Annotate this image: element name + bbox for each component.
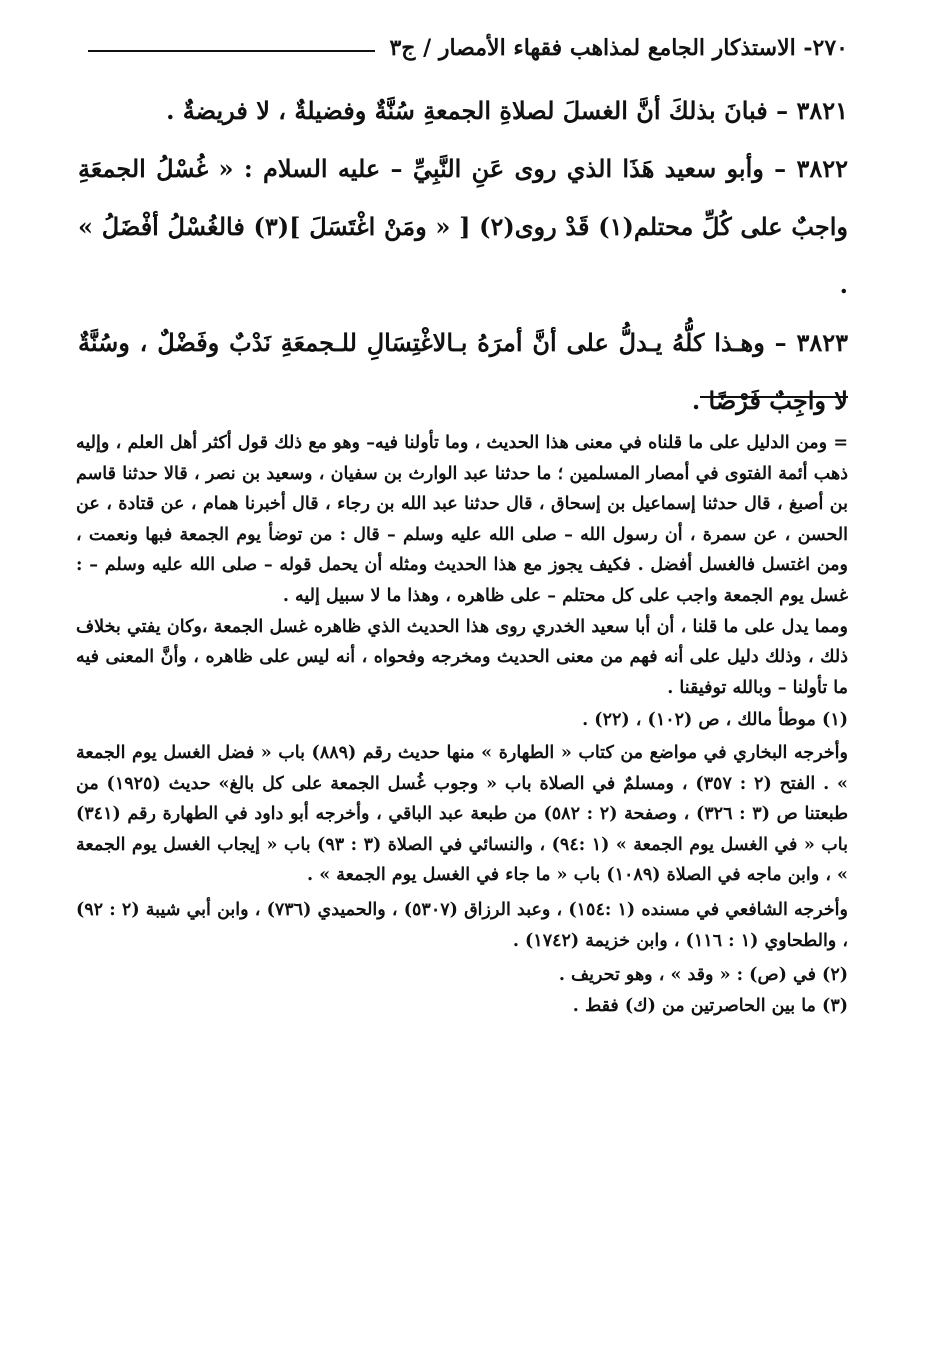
footnote-continuation: = ومن الدليل على ما قلناه في معنى هذا الحديث ، وما تأولنا فيه– وهو مع ذلك قول أكثر أهل العلم ، وإليه ذهب أئمة الفتوى في أمصار المسلمين ؛ ما حدثنا عبد الوارث بن سفيان ، وسعيد بن نصر ، قالا حدثنا قاسم بن أصبغ ، قال حدثنا إسماعيل بن إسحاق ، قال حدثنا عبد الله بن رجاء ، قال أخبرنا همام ، عن قتادة ، عن الحسن ، عن سمرة ، أن رسول الله – صلى الله عليه وسلم – قال : من توضأ يوم الجمعة فبها ونعمت ، ومن اغتسل فالغسل أفضل . فكيف يجوز مع هذا الحديث ومثله أن يحمل قوله – صلى الله عليه وسلم – : غسل يوم الجمعة واجب على كل محتلم – على ظاهره ، وهذا ما لا سبيل إليه . [76,433,848,606]
paragraph-3821: ٣٨٢١ – فبانَ بذلكَ أنَّ الغسلَ لصلاةِ الجمعةِ سُنَّةٌ وفضيلةٌ ، لا فريضةٌ . [166,96,848,125]
paragraph-3822: ٣٨٢٢ – وأبو سعيد هَذَا الذي روى عَنِ النَّبِيِّ – عليه السلام : « غُسْلُ الجمعَةِ واجبٌ على كُلِّ محتلم(١) قَدْ روى(٢) [ « ومَنْ اغْتَسَلَ ](٣) فالغُسْلُ أفْضَلُ » . [78,154,848,299]
paragraph-3823: ٣٨٢٣ – وهـذا كلُّهُ يـدلُّ على أنَّ أمرَهُ بـالاغْتِسَالِ للـجمعَةِ نَدْبٌ وفَضْلٌ ، وسُنَّةٌ لا واجِبٌ فَرْضًا . [78,328,848,415]
footnote-2: (٢) في (ص) : « وقد » ، وهو تحريف . [558,965,848,986]
main-text [78,82,848,430]
header-dash: - [795,35,813,61]
footnote-1-sources-2: وأخرجه الشافعي في مسنده (١ :١٥٤) ، وعبد الرزاق (٥٣٠٧) ، والحميدي (٧٣٦) ، وابن أبي شيبة (٢ : ٩٢) ، والطحاوي (١ : ١١٦) ، وابن خزيمة (١٧٤٢) . [76,899,848,951]
running-header [389,35,848,61]
footnote-1-sources: وأخرجه البخاري في مواضع من كتاب « الطهارة » منها حديث رقم (٨٨٩) باب « فضل الغسل يوم الجمعة » . الفتح (٢ : ٣٥٧) ، ومسلمٌ في الصلاة باب « وجوب غُسل الجمعة على كل بالغ» حديث (١٩٢٥) من طبعتنا ص (٣ : ٣٢٦) ، وصفحة (٢ : ٥٨٢) من طبعة عبد الباقي ، وأخرجه أبو داود في الطهارة رقم (٣٤١) باب « في الغسل يوم الجمعة » (١ :٩٤) ، والنسائي في الصلاة (٣ : ٩٣) باب « إيجاب الغسل يوم الجمعة » ، وابن ماجه في الصلاة (١٠٨٩) باب « ما جاء في الغسل يوم الجمعة » . [76,742,849,886]
footnote-3: (٣) ما بين الحاصرتين من (ك) فقط . [572,995,848,1016]
footnotes [76,428,848,1021]
footnote-separator [700,396,848,398]
page-header [88,28,848,68]
footnote-continuation-2: ومما يدل على ما قلنا ، أن أبا سعيد الخدري روى هذا الحديث الذي ظاهره غسل الجمعة ،وكان يفتي بخلاف ذلك ، وذلك دليل على أنه فهم من معنى الحديث ومخرجه وفحواه ، أنه ليس على ظاهره ، وأنَّ المعنى فيه ما تأولنا – وبالله توفيقنا . [76,616,848,698]
header-rule [88,50,375,52]
footnote-1: (١) موطأ مالك ، ص (١٠٢) ، (٢٢) . [582,710,848,731]
header-title: الاستذكار الجامع لمذاهب فقهاء الأمصار / ج٣ [389,35,796,61]
page-number: ٢٧٠ [812,35,848,61]
